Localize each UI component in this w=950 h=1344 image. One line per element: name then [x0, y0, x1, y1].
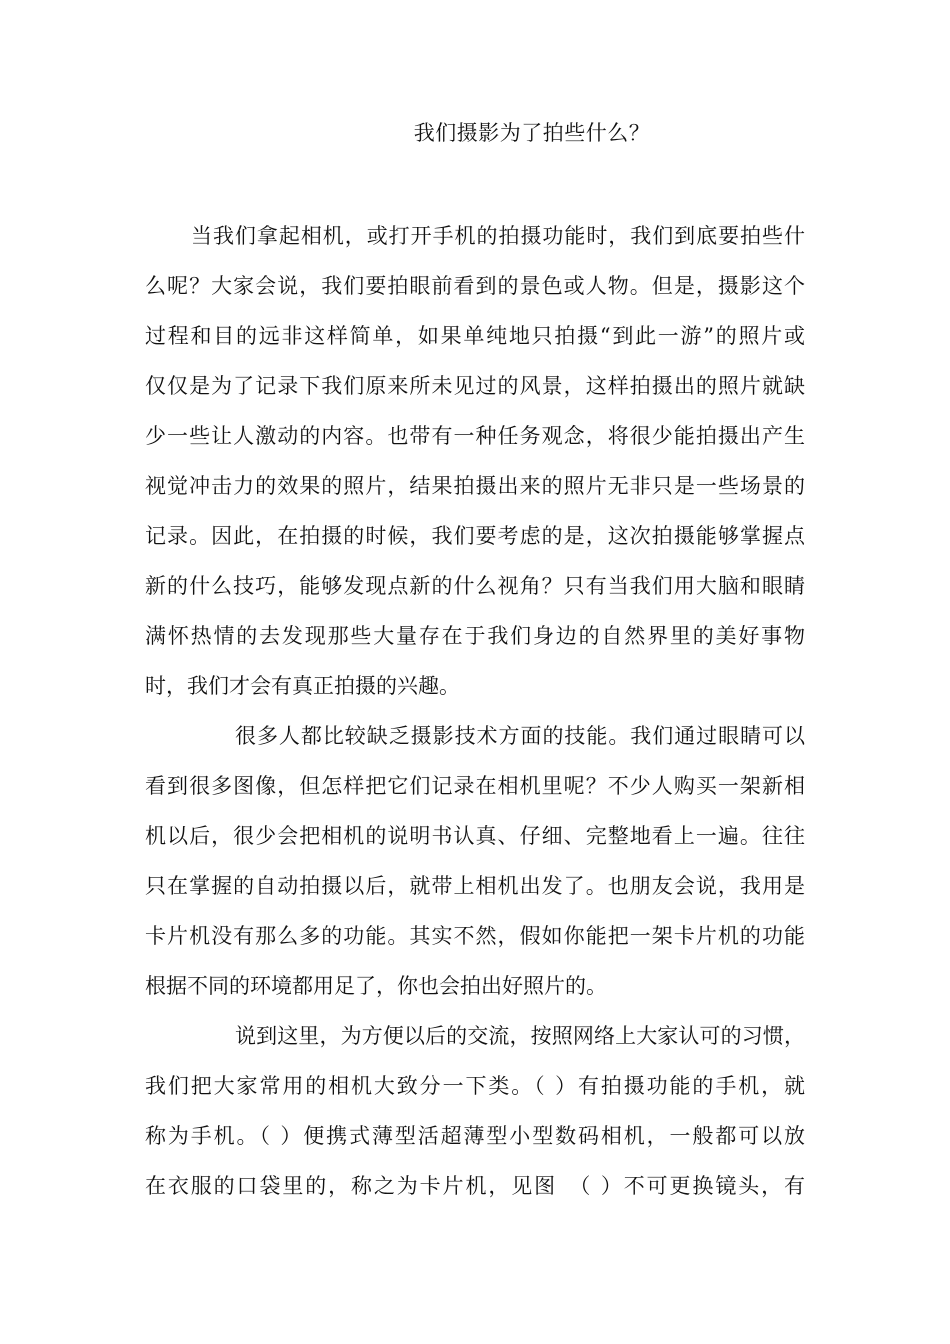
document-title: 我们摄影为了拍些什么？ — [413, 121, 651, 145]
text-line: 只在掌握的自动拍摄以后，就带上相机出发了。也朋友会说，我用是 — [145, 874, 805, 898]
text-line: 卡片机没有那么多的功能。其实不然，假如你能把一架卡片机的功能 — [145, 924, 805, 948]
text-line: 很多人都比较缺乏摄影技术方面的技能。我们通过眼睛可以 — [235, 724, 805, 748]
text-line: 看到很多图像，但怎样把它们记录在相机里呢？不少人购买一架新相 — [145, 774, 805, 798]
text-line: 记录。因此，在拍摄的时候，我们要考虑的是，这次拍摄能够掌握点 — [145, 524, 805, 548]
text-line: 新的什么技巧，能够发现点新的什么视角？只有当我们用大脑和眼睛 — [145, 574, 805, 598]
text-line: 时，我们才会有真正拍摄的兴趣。 — [145, 674, 460, 698]
text-line: 仅仅是为了记录下我们原来所未见过的风景，这样拍摄出的照片就缺 — [145, 374, 805, 398]
text-line: 机以后，很少会把相机的说明书认真、仔细、完整地看上一遍。往往 — [145, 824, 805, 848]
text-line: 称为手机。（ ）便携式薄型活超薄型小型数码相机，一般都可以放 — [145, 1124, 805, 1148]
text-line: 根据不同的环境都用足了，你也会拍出好照片的。 — [145, 974, 607, 998]
document-body — [145, 218, 805, 1218]
text-line: 说到这里，为方便以后的交流，按照网络上大家认可的习惯， — [235, 1024, 805, 1048]
text-line: 视觉冲击力的效果的照片，结果拍摄出来的照片无非只是一些场景的 — [145, 474, 805, 498]
text-line: 少一些让人激动的内容。也带有一种任务观念，将很少能拍摄出产生 — [145, 424, 805, 448]
text-line: 过程和目的远非这样简单，如果单纯地只拍摄“到此一游”的照片或 — [145, 324, 805, 348]
text-line: 当我们拿起相机，或打开手机的拍摄功能时，我们到底要拍些什 — [191, 224, 805, 248]
text-line: 么呢？大家会说，我们要拍眼前看到的景色或人物。但是，摄影这个 — [145, 274, 805, 298]
text-line: 满怀热情的去发现那些大量存在于我们身边的自然界里的美好事物 — [145, 624, 805, 648]
text-line: 在衣服的口袋里的，称之为卡片机，见图 （ ）不可更换镜头，有 — [145, 1174, 805, 1198]
text-line: 我们把大家常用的相机大致分一下类。（ ）有拍摄功能的手机，就 — [145, 1074, 805, 1098]
